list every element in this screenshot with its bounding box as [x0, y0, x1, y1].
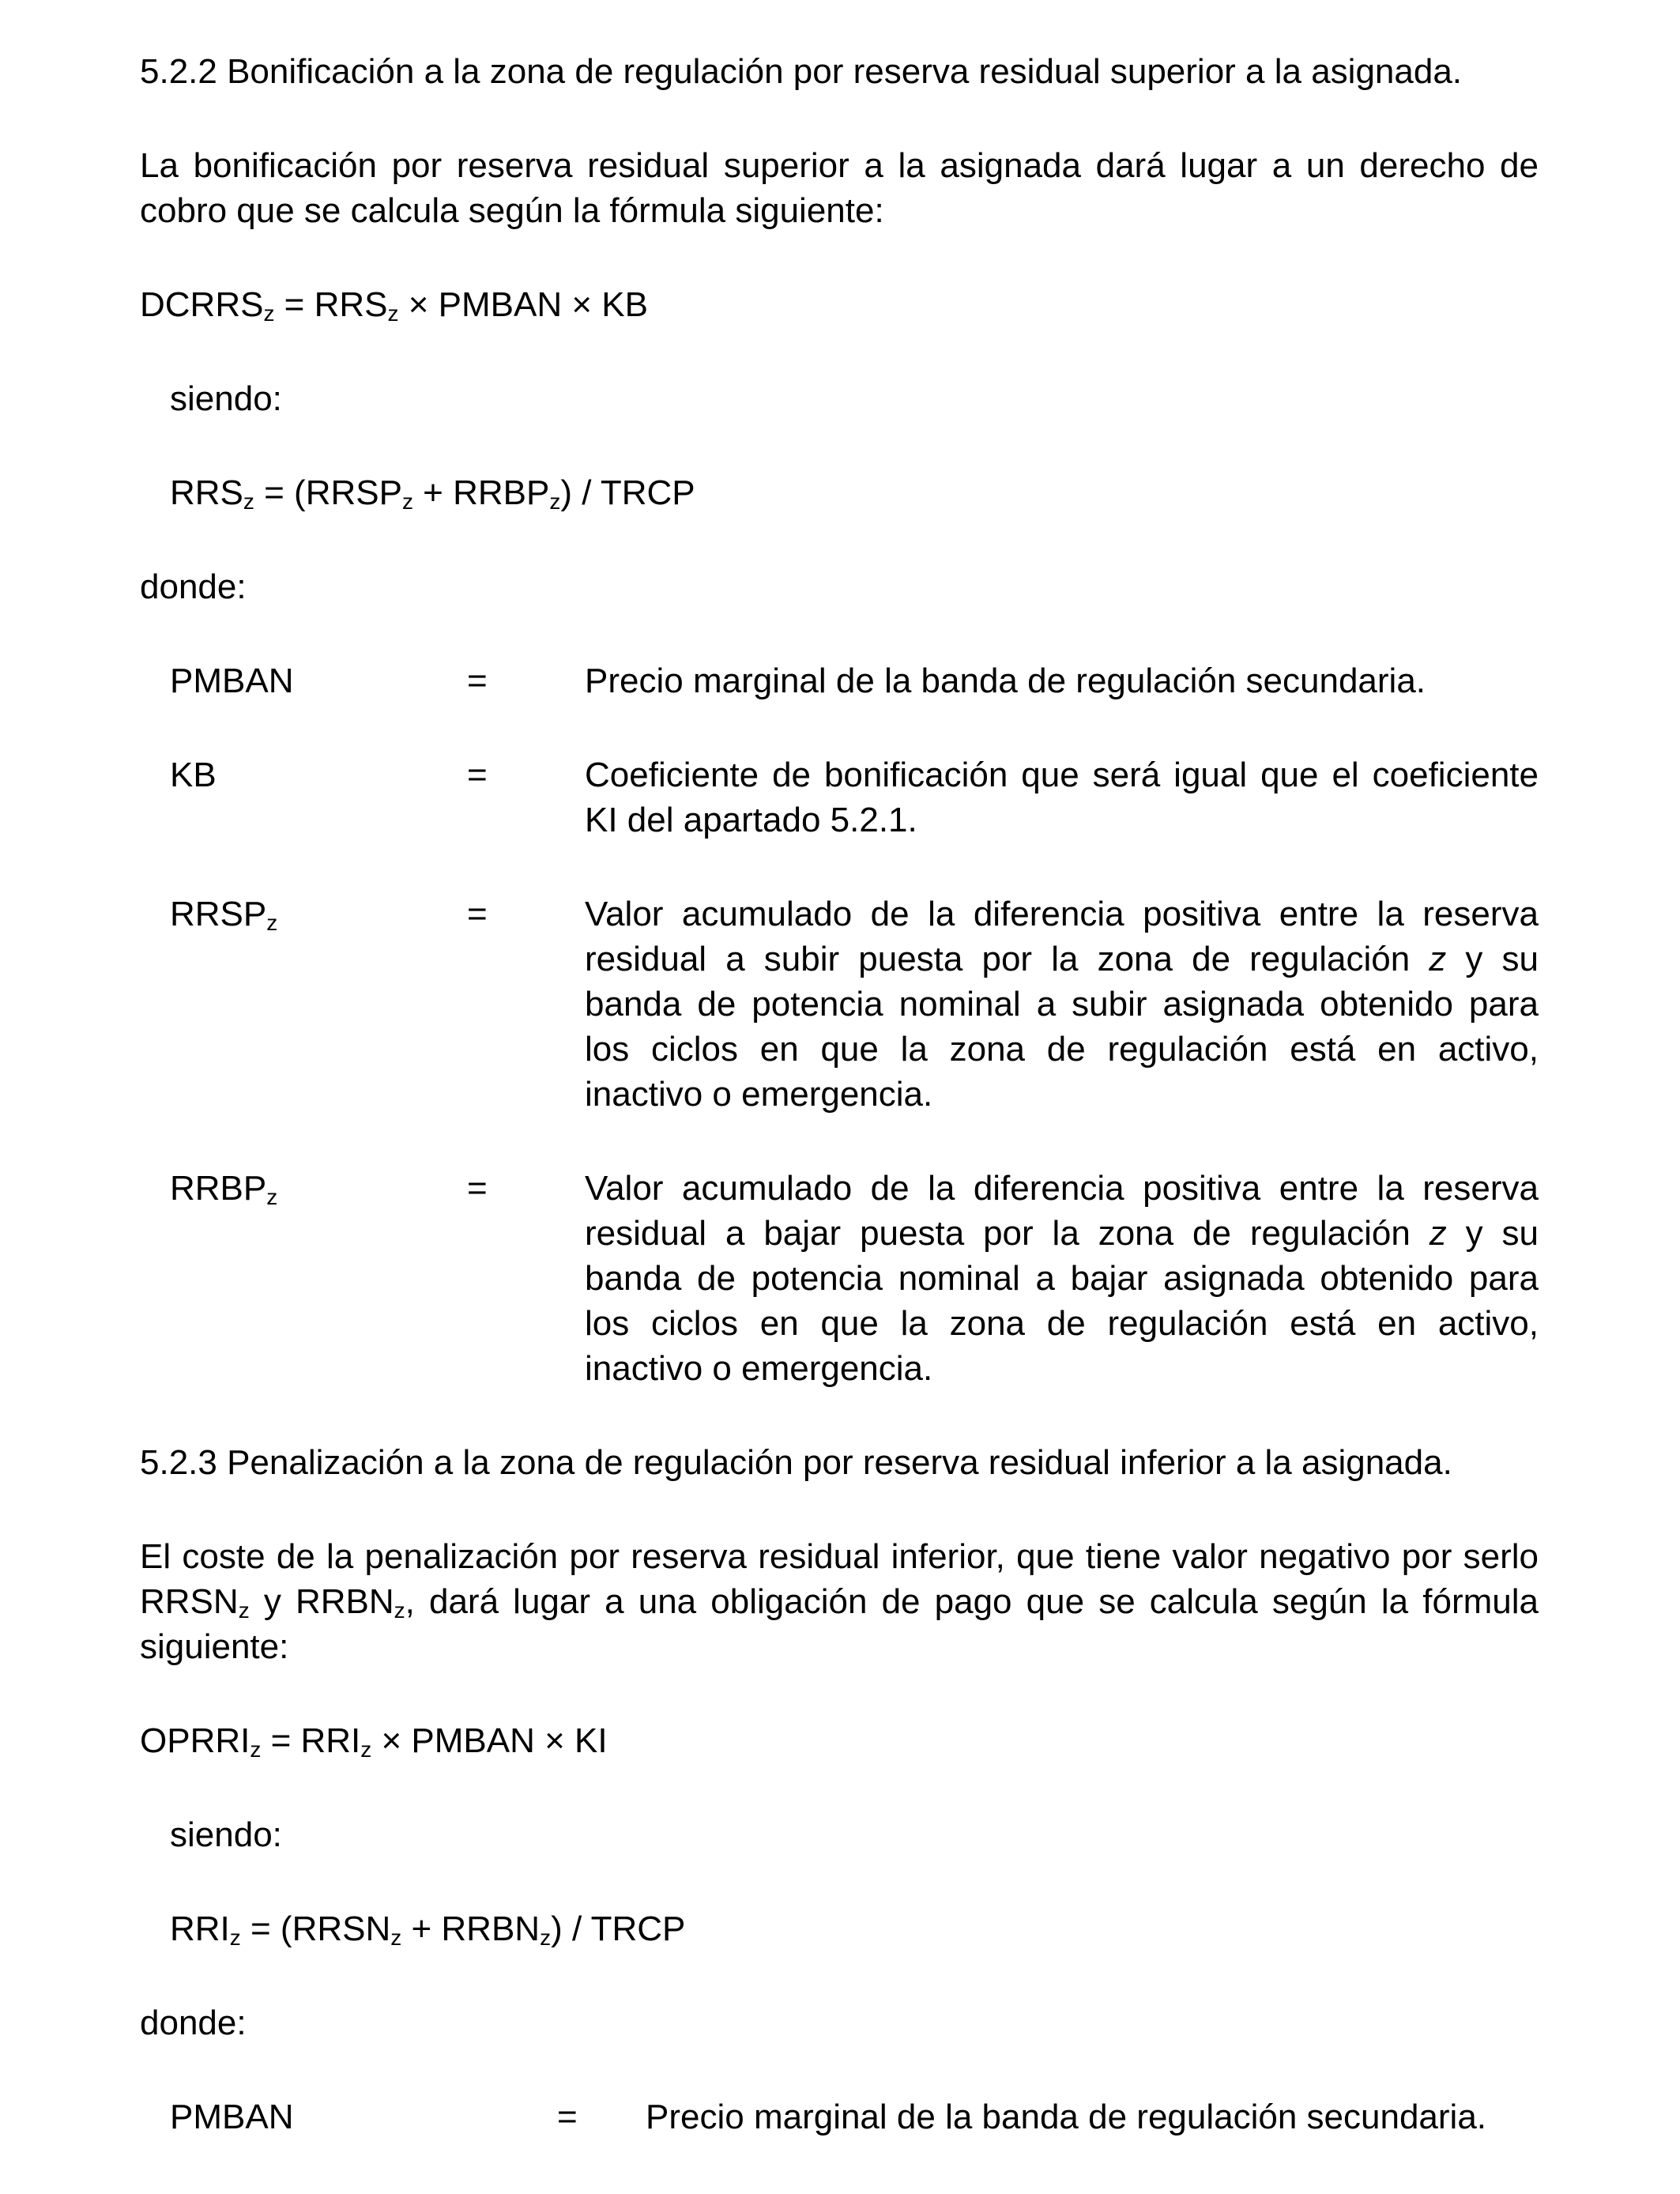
formula-rrs: $RRS_z$ = ($RRSP_z$ + $RRBP_z$) / TRCP — [170, 473, 695, 514]
section-heading-523: 5.2.3 Penalización a la zona de regulación por reserva residual inferior a la asignada. — [140, 1443, 1452, 1482]
formula-rri: $RRI_z$ = ($RRSN_z$ + $RRBN_z$) / TRCP — [170, 1909, 686, 1950]
siendo-label: siendo: — [170, 1815, 282, 1854]
definition-term: PMBAN — [170, 662, 294, 700]
definition-equals: = — [557, 2098, 578, 2136]
definition-equals: = — [467, 1169, 488, 1208]
section-heading-522: 5.2.2 Bonificación a la zona de regulación por reserva residual superior a la asignada. — [140, 52, 1463, 91]
definition-text: Valor acumulado de la diferencia positiva entre la reserva residual a bajar puesta por la zona de regulación z y su banda de potencia nominal a bajar asignada obtenido para los ciclos en que la zona de regulación está en activo, inactivo o emergencia. — [585, 1169, 1539, 1388]
formula-oprri: $OPRRI_z = RRI_z$ × PMBAN × KI — [140, 1721, 608, 1762]
definition-term: KB — [170, 756, 217, 794]
definition-rrsp — [140, 892, 1539, 1117]
definition-equals: = — [467, 756, 488, 794]
donde-label: donde: — [140, 2004, 247, 2042]
definition-text: Coeficiente de bonificación que será igual que el coeficiente KI del apartado 5.2.1. — [585, 756, 1539, 839]
definition-text: Valor acumulado de la diferencia positiva entre la reserva residual a subir puesta por la zona de regulación z y su banda de potencia nominal a subir asignada obtenido para los ciclos en que la zona de regulación está en activo, inactivo o emergencia. — [585, 895, 1539, 1114]
document-page — [140, 49, 1539, 2139]
siendo-label: siendo: — [170, 379, 282, 418]
intro-paragraph-522: La bonificación por reserva residual superior a la asignada dará lugar a un derecho de cobro que se calcula según la fórmula siguiente: — [140, 146, 1539, 230]
definition-term: $RRBP_z$ — [170, 1169, 278, 1209]
definition-rrbp — [140, 1166, 1539, 1391]
definition-pmban — [140, 658, 1539, 703]
definition-pmban-523 — [140, 2094, 1539, 2139]
definition-text: Precio marginal de la banda de regulación secundaria. — [585, 662, 1426, 700]
definition-kb — [140, 752, 1539, 843]
formula-dcrrs: $DCRRS_z = RRS_z$ × PMBAN × KB — [140, 285, 648, 326]
definition-term: PMBAN — [170, 2098, 294, 2136]
definition-equals: = — [467, 662, 488, 700]
donde-label: donde: — [140, 567, 247, 606]
definition-text: Precio marginal de la banda de regulación secundaria. — [646, 2098, 1487, 2136]
definition-term: $RRSP_z$ — [170, 895, 278, 935]
intro-paragraph-523: El coste de la penalización por reserva residual inferior, que tiene valor negativo por serlo $RRSN_z$ y $RRBN_z$, dará lugar a una obligación de pago que se calcula según la fórmula siguiente: — [140, 1537, 1539, 1666]
definition-equals: = — [467, 895, 488, 933]
